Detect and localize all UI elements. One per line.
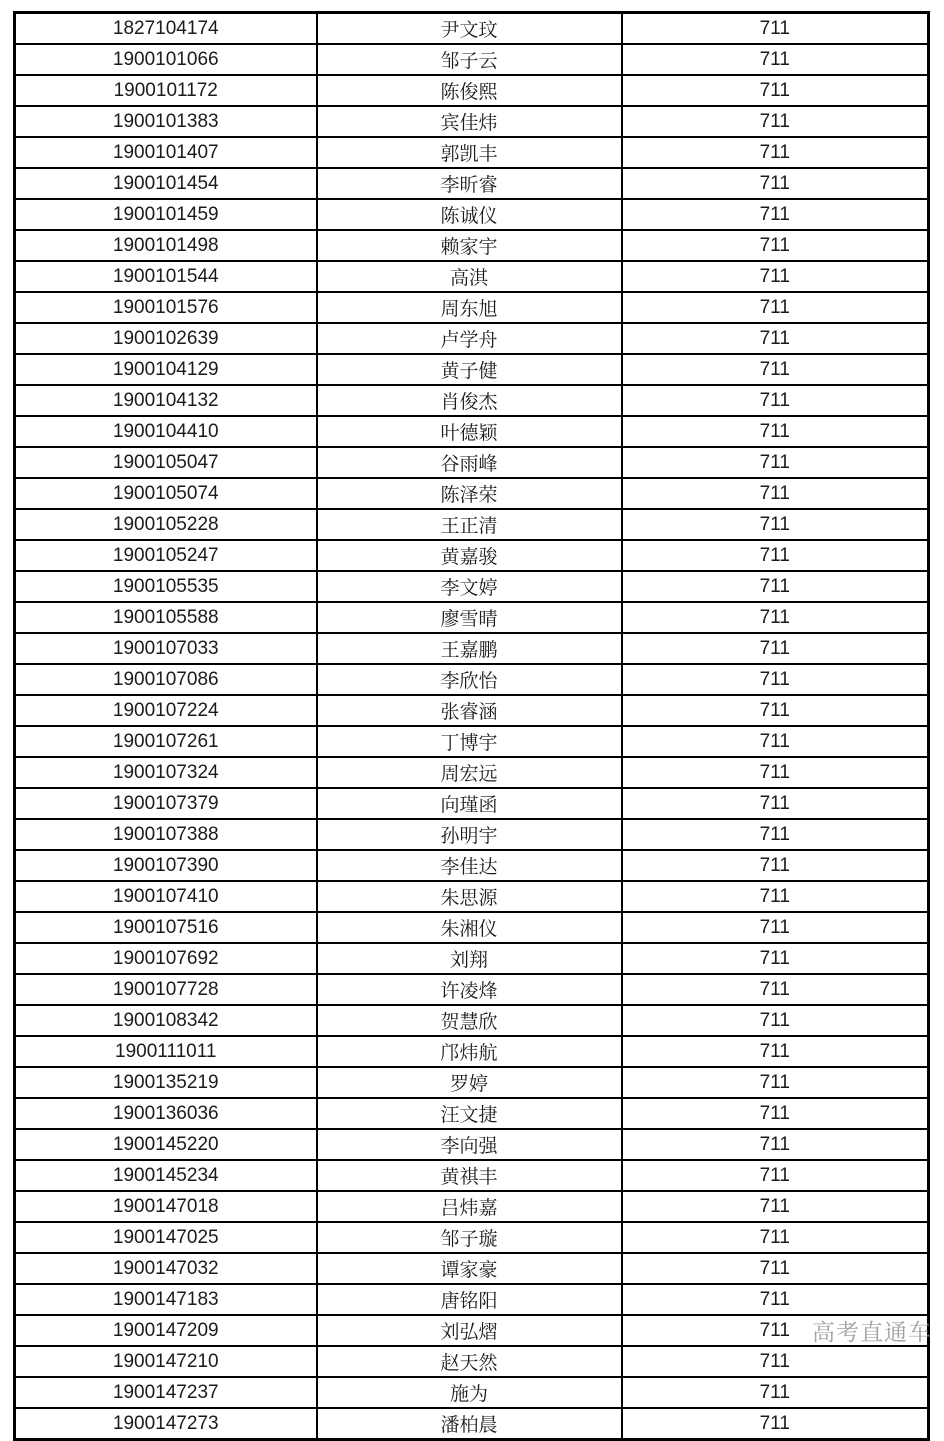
candidate-name-cell: 黄子健 <box>317 354 622 385</box>
candidate-id-cell: 1900104410 <box>15 416 317 447</box>
table-row <box>15 199 929 230</box>
score-cell: 711 <box>622 1098 929 1129</box>
table-row <box>15 75 929 106</box>
score-cell: 711 <box>622 509 929 540</box>
candidate-id-cell: 1900104129 <box>15 354 317 385</box>
table-row <box>15 633 929 664</box>
candidate-name-cell: 刘翔 <box>317 943 622 974</box>
table-row <box>15 1098 929 1129</box>
score-cell: 711 <box>622 354 929 385</box>
table-row <box>15 447 929 478</box>
score-cell: 711 <box>622 75 929 106</box>
table-row <box>15 1036 929 1067</box>
table-row <box>15 881 929 912</box>
score-cell: 711 <box>622 1036 929 1067</box>
table-row <box>15 509 929 540</box>
score-cell: 711 <box>622 447 929 478</box>
candidate-name-cell: 刘弘熠 <box>317 1315 622 1346</box>
candidate-id-cell: 1900107261 <box>15 726 317 757</box>
score-cell: 711 <box>622 1346 929 1377</box>
score-cell: 711 <box>622 571 929 602</box>
candidate-name-cell: 吕炜嘉 <box>317 1191 622 1222</box>
score-cell: 711 <box>622 44 929 75</box>
score-cell: 711 <box>622 602 929 633</box>
candidate-name-cell: 高淇 <box>317 261 622 292</box>
candidate-id-cell: 1900147018 <box>15 1191 317 1222</box>
candidate-id-cell: 1900107086 <box>15 664 317 695</box>
score-cell: 711 <box>622 1315 929 1346</box>
candidate-name-cell: 向瑾函 <box>317 788 622 819</box>
table-row <box>15 1315 929 1346</box>
score-cell: 711 <box>622 106 929 137</box>
table-row <box>15 1222 929 1253</box>
score-cell: 711 <box>622 1253 929 1284</box>
score-cell: 711 <box>622 881 929 912</box>
table-row <box>15 664 929 695</box>
candidate-id-cell: 1900145220 <box>15 1129 317 1160</box>
candidate-id-cell: 1900101498 <box>15 230 317 261</box>
score-cell: 711 <box>622 292 929 323</box>
candidate-name-cell: 罗婷 <box>317 1067 622 1098</box>
score-cell: 711 <box>622 13 929 45</box>
candidate-name-cell: 邹子璇 <box>317 1222 622 1253</box>
score-cell: 711 <box>622 1408 929 1440</box>
candidate-name-cell: 周宏远 <box>317 757 622 788</box>
candidate-id-cell: 1900101544 <box>15 261 317 292</box>
score-cell: 711 <box>622 819 929 850</box>
score-cell: 711 <box>622 695 929 726</box>
candidate-name-cell: 赵天然 <box>317 1346 622 1377</box>
candidate-id-cell: 1900101172 <box>15 75 317 106</box>
score-cell: 711 <box>622 385 929 416</box>
candidate-name-cell: 周东旭 <box>317 292 622 323</box>
candidate-name-cell: 陈俊熙 <box>317 75 622 106</box>
score-cell: 711 <box>622 230 929 261</box>
score-cell: 711 <box>622 1222 929 1253</box>
table-row <box>15 695 929 726</box>
score-cell: 711 <box>622 1377 929 1408</box>
table-row <box>15 292 929 323</box>
candidate-name-cell: 卢学舟 <box>317 323 622 354</box>
score-cell: 711 <box>622 850 929 881</box>
candidate-id-cell: 1900105228 <box>15 509 317 540</box>
score-cell: 711 <box>622 1160 929 1191</box>
score-table <box>13 11 930 1441</box>
table-row <box>15 757 929 788</box>
table-row <box>15 974 929 1005</box>
candidate-name-cell: 丁博宇 <box>317 726 622 757</box>
score-cell: 711 <box>622 726 929 757</box>
candidate-id-cell: 1900107379 <box>15 788 317 819</box>
score-cell: 711 <box>622 1005 929 1036</box>
candidate-name-cell: 郭凯丰 <box>317 137 622 168</box>
score-cell: 711 <box>622 540 929 571</box>
candidate-id-cell: 1900107033 <box>15 633 317 664</box>
score-cell: 711 <box>622 323 929 354</box>
candidate-name-cell: 黄嘉骏 <box>317 540 622 571</box>
score-cell: 711 <box>622 788 929 819</box>
candidate-id-cell: 1900147209 <box>15 1315 317 1346</box>
candidate-id-cell: 1900105588 <box>15 602 317 633</box>
table-row <box>15 168 929 199</box>
table-row <box>15 819 929 850</box>
candidate-id-cell: 1900147025 <box>15 1222 317 1253</box>
candidate-id-cell: 1900107324 <box>15 757 317 788</box>
candidate-name-cell: 谷雨峰 <box>317 447 622 478</box>
table-row <box>15 1408 929 1440</box>
watermark-gaokao-zhitongche: 高考直通车 <box>812 1319 932 1345</box>
table-row <box>15 540 929 571</box>
score-cell: 711 <box>622 1129 929 1160</box>
table-row <box>15 13 929 45</box>
table-row <box>15 44 929 75</box>
candidate-name-cell: 孙明宇 <box>317 819 622 850</box>
candidate-name-cell: 唐铭阳 <box>317 1284 622 1315</box>
candidate-id-cell: 1900147183 <box>15 1284 317 1315</box>
candidate-id-cell: 1900145234 <box>15 1160 317 1191</box>
candidate-name-cell: 王正清 <box>317 509 622 540</box>
candidate-id-cell: 1900101454 <box>15 168 317 199</box>
score-cell: 711 <box>622 478 929 509</box>
table-row <box>15 850 929 881</box>
candidate-id-cell: 1900147210 <box>15 1346 317 1377</box>
score-cell: 711 <box>622 912 929 943</box>
candidate-name-cell: 赖家宇 <box>317 230 622 261</box>
table-row <box>15 478 929 509</box>
candidate-name-cell: 潘柏晨 <box>317 1408 622 1440</box>
candidate-id-cell: 1900107728 <box>15 974 317 1005</box>
candidate-id-cell: 1900101576 <box>15 292 317 323</box>
candidate-id-cell: 1900105247 <box>15 540 317 571</box>
score-cell: 711 <box>622 664 929 695</box>
candidate-id-cell: 1900101459 <box>15 199 317 230</box>
candidate-name-cell: 李文婷 <box>317 571 622 602</box>
candidate-id-cell: 1900102639 <box>15 323 317 354</box>
score-cell: 711 <box>622 137 929 168</box>
score-cell: 711 <box>622 974 929 1005</box>
candidate-name-cell: 李昕睿 <box>317 168 622 199</box>
score-cell: 711 <box>622 416 929 447</box>
candidate-id-cell: 1900147273 <box>15 1408 317 1440</box>
table-row <box>15 1377 929 1408</box>
candidate-name-cell: 朱思源 <box>317 881 622 912</box>
candidate-name-cell: 廖雪晴 <box>317 602 622 633</box>
table-row <box>15 1160 929 1191</box>
candidate-name-cell: 朱湘仪 <box>317 912 622 943</box>
table-row <box>15 416 929 447</box>
table-row <box>15 1253 929 1284</box>
candidate-name-cell: 谭家豪 <box>317 1253 622 1284</box>
table-row <box>15 385 929 416</box>
candidate-id-cell: 1900136036 <box>15 1098 317 1129</box>
candidate-name-cell: 肖俊杰 <box>317 385 622 416</box>
candidate-name-cell: 黄祺丰 <box>317 1160 622 1191</box>
table-row <box>15 912 929 943</box>
candidate-name-cell: 尹文玟 <box>317 13 622 45</box>
table-row <box>15 1346 929 1377</box>
table-row <box>15 1129 929 1160</box>
table-row <box>15 602 929 633</box>
candidate-name-cell: 邹子云 <box>317 44 622 75</box>
table-row <box>15 1005 929 1036</box>
score-cell: 711 <box>622 199 929 230</box>
score-cell: 711 <box>622 1284 929 1315</box>
candidate-id-cell: 1900107388 <box>15 819 317 850</box>
candidate-id-cell: 1900101066 <box>15 44 317 75</box>
candidate-name-cell: 宾佳炜 <box>317 106 622 137</box>
candidate-id-cell: 1900104132 <box>15 385 317 416</box>
table-row <box>15 261 929 292</box>
candidate-name-cell: 汪文捷 <box>317 1098 622 1129</box>
table-row <box>15 230 929 261</box>
table-row <box>15 323 929 354</box>
table-row <box>15 354 929 385</box>
table-row <box>15 137 929 168</box>
candidate-id-cell: 1900101407 <box>15 137 317 168</box>
candidate-id-cell: 1900107516 <box>15 912 317 943</box>
candidate-id-cell: 1900107410 <box>15 881 317 912</box>
candidate-id-cell: 1900101383 <box>15 106 317 137</box>
candidate-name-cell: 王嘉鹏 <box>317 633 622 664</box>
candidate-name-cell: 李欣怡 <box>317 664 622 695</box>
score-table-body <box>15 13 929 1440</box>
candidate-name-cell: 李佳达 <box>317 850 622 881</box>
score-cell: 711 <box>622 757 929 788</box>
score-cell: 711 <box>622 261 929 292</box>
candidate-id-cell: 1900108342 <box>15 1005 317 1036</box>
score-cell: 711 <box>622 1191 929 1222</box>
candidate-id-cell: 1827104174 <box>15 13 317 45</box>
candidate-id-cell: 1900107390 <box>15 850 317 881</box>
candidate-id-cell: 1900107224 <box>15 695 317 726</box>
table-row <box>15 726 929 757</box>
table-row <box>15 1284 929 1315</box>
table-row <box>15 571 929 602</box>
table-row <box>15 1067 929 1098</box>
score-cell: 711 <box>622 633 929 664</box>
candidate-name-cell: 施为 <box>317 1377 622 1408</box>
candidate-id-cell: 1900105047 <box>15 447 317 478</box>
candidate-id-cell: 1900105074 <box>15 478 317 509</box>
score-cell: 711 <box>622 943 929 974</box>
candidate-id-cell: 1900135219 <box>15 1067 317 1098</box>
candidate-name-cell: 邝炜航 <box>317 1036 622 1067</box>
table-row <box>15 788 929 819</box>
candidate-name-cell: 贺慧欣 <box>317 1005 622 1036</box>
candidate-name-cell: 叶德颖 <box>317 416 622 447</box>
candidate-id-cell: 1900105535 <box>15 571 317 602</box>
candidate-name-cell: 李向强 <box>317 1129 622 1160</box>
candidate-id-cell: 1900111011 <box>15 1036 317 1067</box>
table-row <box>15 943 929 974</box>
table-row <box>15 1191 929 1222</box>
candidate-name-cell: 张睿涵 <box>317 695 622 726</box>
candidate-id-cell: 1900147237 <box>15 1377 317 1408</box>
candidate-name-cell: 陈诚仪 <box>317 199 622 230</box>
candidate-name-cell: 陈泽荣 <box>317 478 622 509</box>
candidate-id-cell: 1900147032 <box>15 1253 317 1284</box>
candidate-id-cell: 1900107692 <box>15 943 317 974</box>
candidate-name-cell: 许凌烽 <box>317 974 622 1005</box>
score-cell: 711 <box>622 168 929 199</box>
table-row <box>15 106 929 137</box>
score-cell: 711 <box>622 1067 929 1098</box>
